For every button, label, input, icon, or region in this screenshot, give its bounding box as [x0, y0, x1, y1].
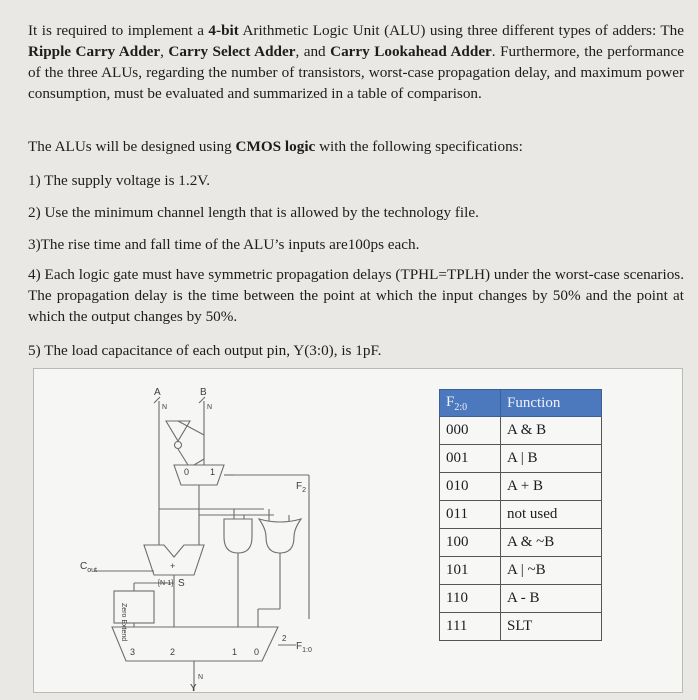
- alu-schematic: [34, 369, 434, 692]
- cell-code: 011: [440, 501, 501, 529]
- intro-paragraph: [28, 20, 684, 104]
- intro-text-4: , and: [295, 43, 331, 60]
- intro-text-5: . Furthermore, the performance of the three ALUs, regarding the number of transistors, worst-case propagation delay, and maximum power consumption, must be evaluated and summarized in a table of comparison.: [28, 43, 685, 102]
- label-n-a: N: [162, 404, 168, 411]
- label-plus: +: [170, 561, 176, 571]
- label-in3: 3: [130, 647, 136, 657]
- label-mux-0: 0: [184, 467, 190, 477]
- function-table-header: [440, 390, 602, 417]
- cell-function: A + B: [501, 473, 602, 501]
- label-b: B: [200, 387, 207, 398]
- table-row: [440, 417, 602, 445]
- table-row: [440, 501, 602, 529]
- label-n-y: N: [198, 674, 204, 681]
- cell-code: 101: [440, 557, 501, 585]
- cell-function: not used: [501, 501, 602, 529]
- label-fsel: $F_{1:0}$: [296, 641, 312, 654]
- table-row: [440, 473, 602, 501]
- and-gate: [224, 519, 252, 553]
- header-function: Function: [501, 390, 602, 417]
- b-mux: [174, 465, 224, 485]
- label-cout: $C_{out}$: [80, 561, 97, 574]
- label-mux-1: 1: [210, 467, 216, 477]
- spec-item-4: 4) Each logic gate must have symmetric propagation delays (TPHL=TPLH) under the worst-case scenarios. The propagation delay is the time between the point at which the input changes by 50% and the point at which the output changes by 50%.: [28, 266, 684, 325]
- cell-function: A | ~B: [501, 557, 602, 585]
- intro-text-1: It is required to implement a: [28, 22, 209, 39]
- cell-code: 000: [440, 417, 501, 445]
- cell-function: A - B: [501, 585, 602, 613]
- header-code: $F_{2:0}$: [440, 390, 501, 417]
- inverter-shape: [166, 421, 190, 441]
- label-in0: 0: [254, 647, 260, 657]
- design-text-1: The ALUs will be designed using: [28, 138, 236, 155]
- zero-extend-block: [114, 591, 154, 623]
- cell-code: 010: [440, 473, 501, 501]
- label-in1: 1: [232, 647, 238, 657]
- design-paragraph: [28, 136, 684, 157]
- label-sum: S: [178, 578, 185, 589]
- table-row: [440, 445, 602, 473]
- cell-function: A & ~B: [501, 529, 602, 557]
- table-row: [440, 613, 602, 641]
- function-table: [439, 389, 602, 641]
- alu-figure: [33, 368, 683, 693]
- spec-item-3: 3)The rise time and fall time of the ALU’s inputs are100ps each.: [28, 236, 420, 253]
- label-zero-extend: Zero Extend: [120, 603, 127, 642]
- or-gate: [259, 519, 301, 553]
- table-row: [440, 557, 602, 585]
- intro-bold-lookahead: Carry Lookahead Adder: [330, 43, 492, 60]
- design-text-2: with the following specifications:: [315, 138, 523, 155]
- label-y: Y: [190, 683, 197, 692]
- cell-code: 100: [440, 529, 501, 557]
- spec-item-2: 2) Use the minimum channel length that is allowed by the technology file.: [28, 204, 479, 221]
- design-bold-cmos: CMOS logic: [235, 138, 316, 155]
- cell-function: SLT: [501, 613, 602, 641]
- cell-code: 001: [440, 445, 501, 473]
- cell-function: A | B: [501, 445, 602, 473]
- intro-text-3: ,: [160, 43, 169, 60]
- spec-item-1: 1) The supply voltage is 1.2V.: [28, 172, 211, 189]
- label-bus2: 2: [282, 634, 287, 643]
- cell-function: A & B: [501, 417, 602, 445]
- cell-code: 111: [440, 613, 501, 641]
- label-nminus1: [N-1]: [158, 580, 174, 587]
- label-n-b: N: [207, 404, 213, 411]
- intro-bold-ripple: Ripple Carry Adder: [28, 43, 161, 60]
- label-a: A: [154, 387, 161, 398]
- table-row: [440, 529, 602, 557]
- cell-code: 110: [440, 585, 501, 613]
- label-in2: 2: [170, 647, 176, 657]
- intro-bold-select: Carry Select Adder: [168, 43, 296, 60]
- table-row: [440, 585, 602, 613]
- label-f2: $F_2$: [296, 481, 307, 494]
- intro-text-2: Arithmetic Logic Unit (ALU) using three different types of adders: The: [238, 22, 684, 39]
- spec-item-5: 5) The load capacitance of each output pin, Y(3:0), is 1pF.: [28, 342, 382, 359]
- intro-bold-4bit: 4-bit: [208, 22, 239, 39]
